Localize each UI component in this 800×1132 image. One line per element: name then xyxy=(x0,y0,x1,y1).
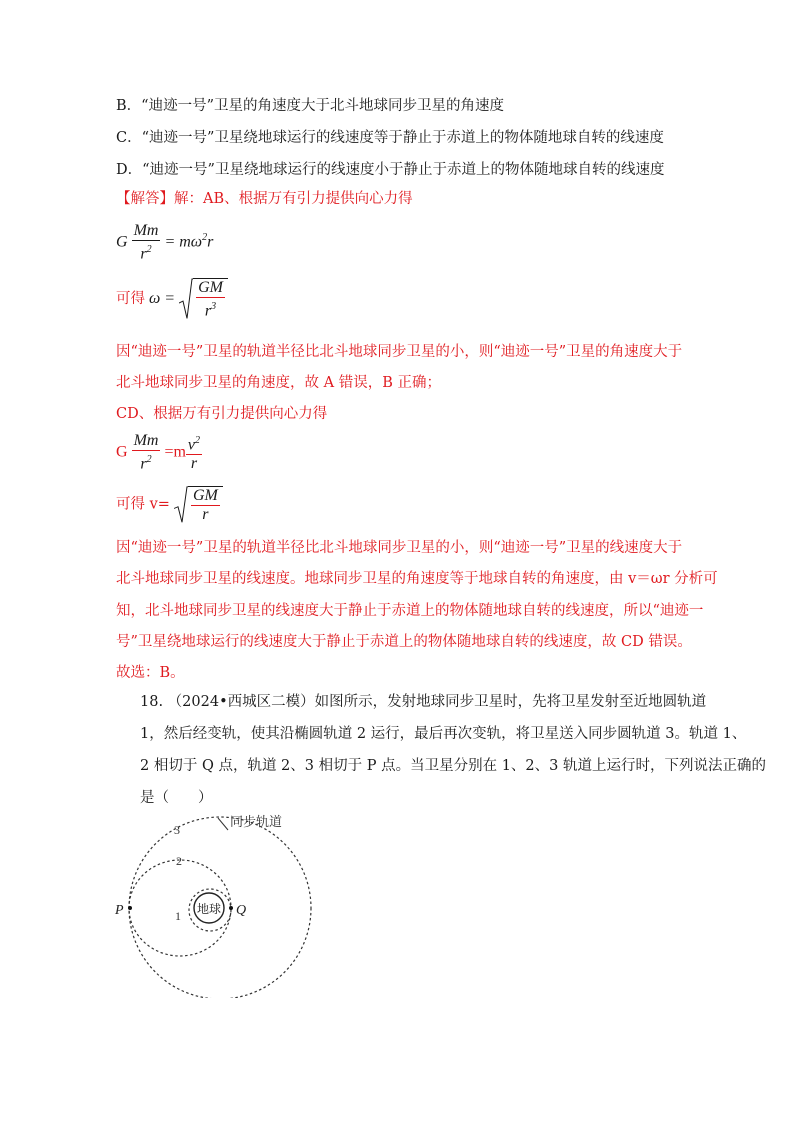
answer-para1-line1: 因“迪迹一号”卫星的轨道半径比北斗地球同步卫星的小，则“迪迹一号”卫星的角速度大于 xyxy=(116,344,683,360)
orbit-diagram xyxy=(110,808,350,998)
question-line2: 1，然后经变轨，使其沿椭圆轨道 2 运行，最后再次变轨，将卫星送入同步圆轨道 3。轨道 1、 xyxy=(140,726,747,742)
question-line4: 是（ ） xyxy=(140,790,213,806)
point-q xyxy=(229,906,233,910)
label-orbit-2: 2 xyxy=(176,854,182,868)
answer-para2-line4: 号”卫星绕地球运行的线速度大于静止于赤道上的物体随地球自转的线速度，故 CD 错误。 xyxy=(116,634,692,650)
answer-para2-line3: 知，北斗地球同步卫星的线速度大于静止于赤道上的物体随地球自转的线速度，所以“迪迹一 xyxy=(116,603,704,619)
sqrt-gm-r: $\frac{GM}{r}$ xyxy=(174,486,223,524)
label-point-q: Q xyxy=(236,903,247,918)
point-p xyxy=(128,906,132,910)
answer-tag: 【解答】 xyxy=(116,191,174,207)
sqrt-gm-r3: $\frac{GM}{r^3}$ xyxy=(179,278,228,320)
answer-cd-intro: CD、根据万有引力提供向心力得 xyxy=(116,406,328,422)
answer-para1-line2: 北斗地球同步卫星的角速度，故 A 错误，B 正确； xyxy=(116,375,441,391)
sync-leader-line xyxy=(218,818,228,830)
option-b: B．“迪迹一号”卫星的角速度大于北斗地球同步卫星的角速度 xyxy=(116,98,504,114)
answer-para2-line2: 北斗地球同步卫星的线速度。地球同步卫星的角速度等于地球自转的角速度，由 v＝ωr 分析可 xyxy=(116,571,718,587)
label-orbit-3: 3 xyxy=(174,823,180,837)
question-line1: 18. （2024•西城区二模）如图所示，发射地球同步卫星时，先将卫星发射至近地圆轨道 xyxy=(140,694,707,710)
formula-omega: 可得 ω = $\frac{GM}{r^3}$ xyxy=(116,278,228,320)
label-point-p: P xyxy=(115,903,124,918)
option-c: C．“迪迹一号”卫星绕地球运行的线速度等于静止于赤道上的物体随地球自转的线速度 xyxy=(116,130,664,146)
answer-intro xyxy=(116,189,413,209)
label-earth: 地球 xyxy=(197,902,222,916)
formula-angular-force: G $\frac{Mm}{r^2}$ = $m\omega^2r$ xyxy=(116,222,214,263)
question-line3: 2 相切于 Q 点，轨道 2、3 相切于 P 点。当卫星分别在 1、2、3 轨道上运行时，下列说法正确的 xyxy=(140,758,766,774)
option-d: D．“迪迹一号”卫星绕地球运行的线速度小于静止于赤道上的物体随地球自转的线速度 xyxy=(116,162,665,178)
answer-choice: 故选：B。 xyxy=(116,665,185,681)
label-sync-orbit: 同步轨道 xyxy=(230,815,283,830)
fraction-mm-r2: $\frac{Mm}{r^2}$ xyxy=(133,222,159,263)
answer-para2-line1: 因“迪迹一号”卫星的轨道半径比北斗地球同步卫星的小，则“迪迹一号”卫星的线速度大于 xyxy=(116,540,683,556)
answer-intro-text: 解：AB、根据万有引力提供向心力得 xyxy=(174,191,413,207)
sqrt-sign-icon xyxy=(174,486,188,524)
formula-velocity: 可得 v= $\frac{GM}{r}$ xyxy=(116,486,223,524)
formula-linear-force: G $\frac{Mm}{r^2}$ =m $\frac{v^2}{r}$ xyxy=(116,432,201,473)
sqrt-sign-icon xyxy=(179,278,193,320)
label-orbit-1: 1 xyxy=(175,909,181,923)
